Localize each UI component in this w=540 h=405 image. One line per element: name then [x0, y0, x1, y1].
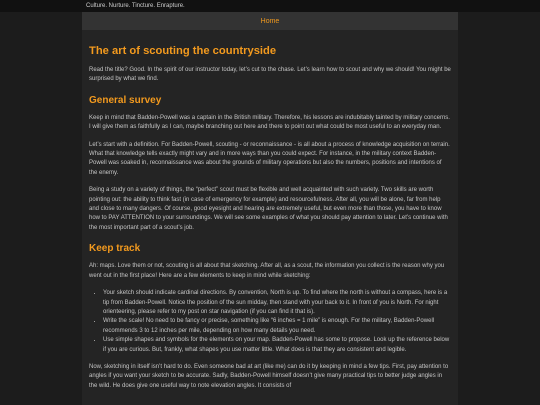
- list-item: • Use simple shapes and symbols for the elements on your map. Badden-Powell has some to propose. Look up the reference below if you are curious. But, frankly, what shapes you use matter little. What does is that they are consistent and legible.: [103, 336, 451, 355]
- section-heading-keep-track: Keep track: [89, 243, 141, 255]
- nav-home-link[interactable]: Home: [260, 17, 280, 25]
- page-title: The art of scouting the countryside: [89, 45, 277, 57]
- site-tagline-bar: [0, 0, 540, 12]
- intro-paragraph: Read the title? Good. In the spirit of our instructor today, let’s cut to the chase. Let’s learn how to scout and why we should! You might be surprised by what we find.: [89, 67, 451, 83]
- main-nav: [82, 12, 458, 30]
- paragraph: Ah: maps. Love them or not, scouting is all about that sketching. After all, as a scout, the information you collect is the reason why you went out in the first place! Here are a few elements to keep in mind while sketching:: [89, 263, 445, 279]
- sketch-tips-list: [89, 289, 451, 355]
- list-item: • Write the scale! No need to be fancy or precise, something like “6 inches = 1 mile” is enough. For the military, Badden-Powell recommends 3 to 12 inches per mile, depending on how many details you need.: [103, 317, 451, 336]
- list-item: • Your sketch should indicate cardinal directions. By convention, North is up. To find where the north is without a compass, here is a tip from Badden-Powell. Notice the position of the sun midday, then stand with your back to it. In front of you is North. For night orienteering, please refer to my post on star navigation (if you can find it that is).: [103, 289, 451, 317]
- article-content: [82, 30, 458, 405]
- paragraph: Now, sketching in itself isn’t hard to do. Even someone bad at art (like me) can do it by keeping in mind a few tips. First, pay attention to angles if you want your sketch to be accurate. Sadly, Badden-Powell himself doesn’t give many practical tips to better judge angles in the wild. He does give one useful way to note elevation angles. It consists of: [89, 363, 449, 389]
- section-heading-general-survey: General survey: [89, 94, 162, 106]
- paragraph: Keep in mind that Badden-Powell was a captain in the British military. Therefore, his lessons are indubitably tainted by military concerns. I will give them as faithfully as I can, maybe branching out here and there to point out what could be most useful to an everyday man.: [89, 114, 450, 131]
- paragraph: Let’s start with a definition. For Badden-Powell, scouting - or reconnaissance - is all about a process of knowledge acquisition on terrain. What that knowledge tells exactly might vary and in more ways than you could expect. For instance, in the military context Badden-Powell was soaked in, reconnaissance was about the grounds of military operations but also the numbers, positions and intentions of the enemy.: [89, 141, 450, 176]
- paragraph: Being a study on a variety of things, the “perfect” scout must be flexible and well acquainted with such variety. Two skills are worth pointing out: the ability to think fast (in case of emergency for example) and resourcefulness. After all, you will be alone, far from help and close to many dangers. Of course, good eyesight and hearing are extremely useful, but even more than those, you have to know how to PAY ATTENTION to your surroundings. We will see some examples of what you should pay attention to later. Let’s continue with the most important part of a scout’s job.: [89, 187, 448, 231]
- site-tagline: Culture. Nurture. Tincture. Enrapture.: [86, 3, 185, 9]
